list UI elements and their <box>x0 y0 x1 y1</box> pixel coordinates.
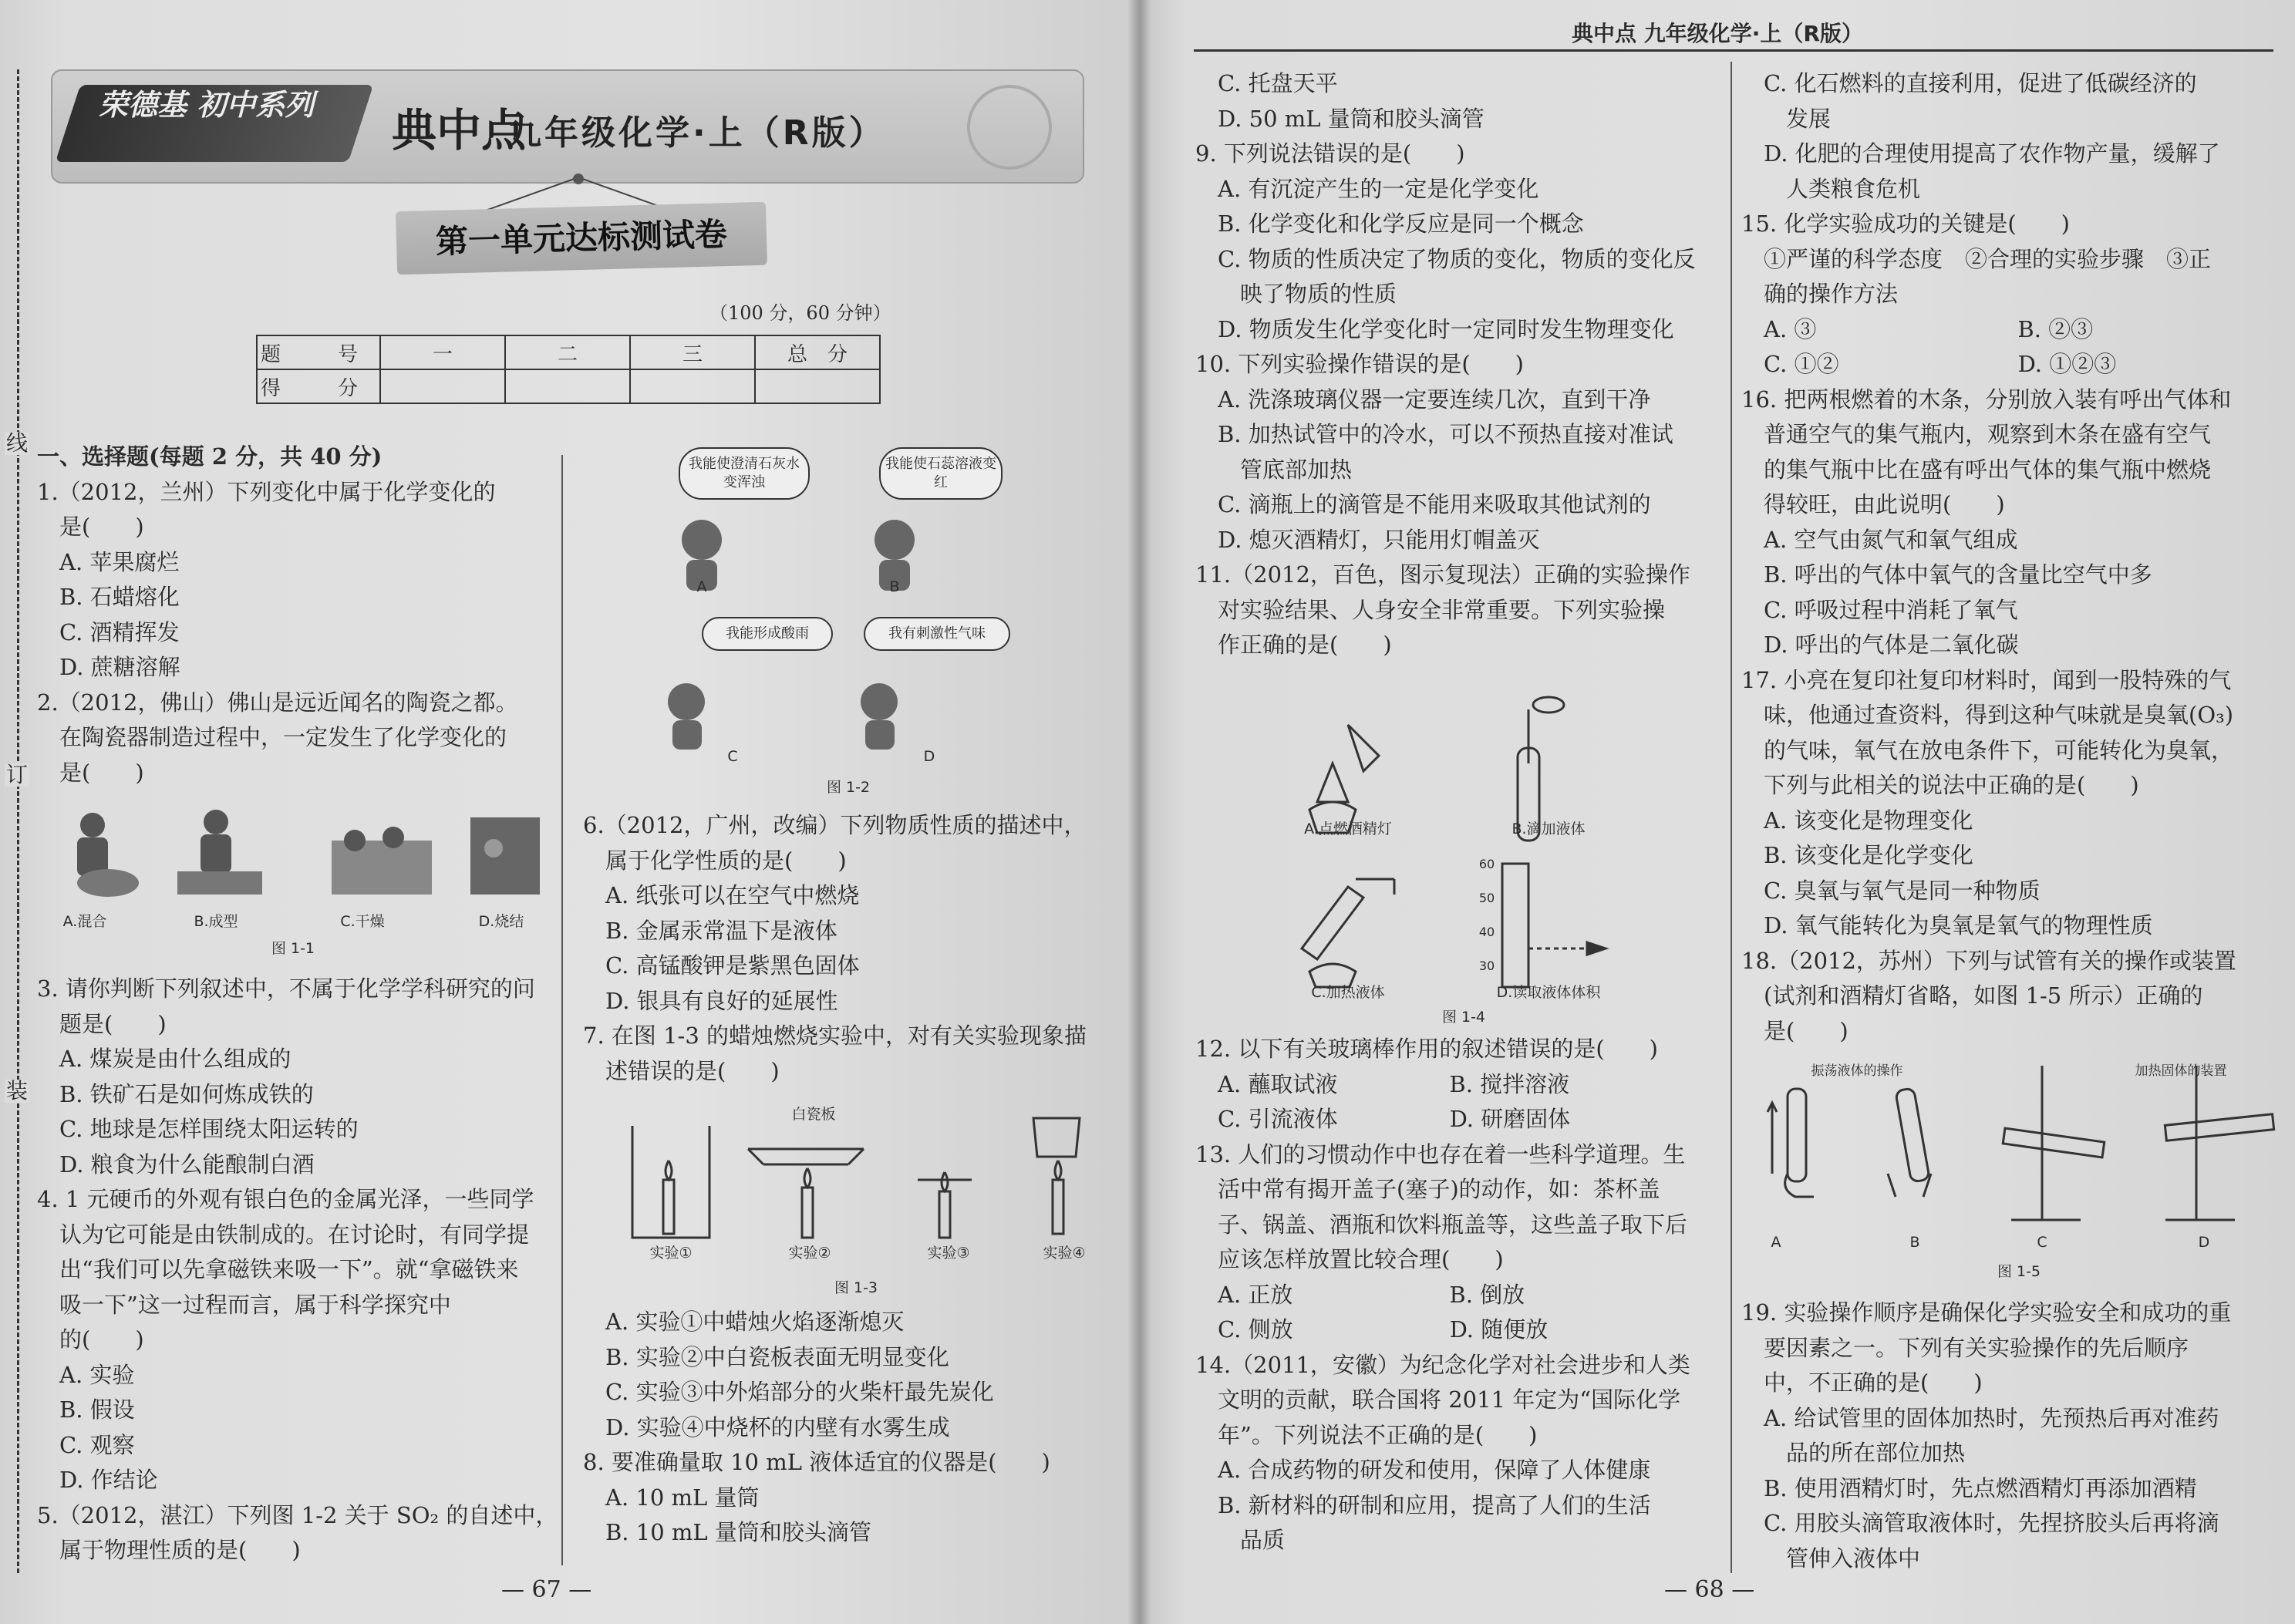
figure-label: B <box>1909 1234 1920 1251</box>
question-line: 品质 <box>1195 1527 1286 1553</box>
scale-label: 40 <box>1478 925 1495 939</box>
left-page <box>0 0 1140 1624</box>
question-line: 6.（2012，广州，改编）下列物质性质的描述中， <box>583 812 1087 838</box>
figure-1-1 <box>39 794 548 957</box>
score-time-meta: （100 分，60 分钟） <box>709 302 891 324</box>
question-line: A. 有沉淀产生的一定是化学变化 <box>1195 175 1539 202</box>
figure-1-5 <box>1749 1058 2281 1289</box>
question-line: A. 苹果腐烂 <box>37 548 180 575</box>
column-divider <box>1731 62 1732 1573</box>
score-table-score-row <box>257 369 880 403</box>
speech-bubble: 我能使石蕊溶液变红 <box>879 447 1003 500</box>
question-line: 的气味，氧气在放电条件下，可能转化为臭氧， <box>1741 736 2234 763</box>
question-line: A. 实验①中蜡烛火焰逐渐熄灭 <box>583 1309 905 1335</box>
question-line: 是( ) <box>1741 1017 1848 1044</box>
question-line: A. 合成药物的研发和使用，保障了人体健康 <box>1195 1457 1651 1483</box>
question-line: 18.（2012，苏州）下列与试管有关的操作或装置 <box>1741 947 2236 974</box>
question-line: B. 呼出的气体中氧气的含量比空气中多 <box>1741 561 2152 588</box>
cartoon-children-icon <box>586 440 1118 802</box>
question-line: ①严谨的科学态度 ②合理的实验步骤 ③正 <box>1741 245 2212 272</box>
question-line: C. 呼吸过程中消耗了氧气 <box>1741 596 2018 623</box>
question-line: 是( ) <box>37 759 144 786</box>
question-line: D. 物质发生化学变化时一定同时发生物理变化 <box>1195 315 1674 342</box>
question-line: 属于化学性质的是( ) <box>583 847 847 874</box>
question-line: 认为它可能是由铁制成的。在讨论时，有同学提 <box>37 1221 530 1248</box>
question-line: 吸一下”这一过程而言，属于科学探究中 <box>37 1291 451 1318</box>
question-line: B. 假设 <box>37 1397 135 1423</box>
column-divider <box>561 455 563 1565</box>
score-cell: 三 <box>630 335 755 369</box>
question-line: 在陶瓷器制造过程中，一定发生了化学变化的 <box>37 724 507 750</box>
figure-label: D.烧结 <box>478 913 524 930</box>
question-line: C. 臭氧与氧气是同一种物质 <box>1741 877 2041 904</box>
question-line: B. 化学变化和化学反应是同一个概念 <box>1195 211 1584 237</box>
question-line: 19. 实验操作顺序是确保化学实验安全和成功的重 <box>1741 1299 2232 1326</box>
question-line: 出“我们可以先拿磁铁来吸一下”。就“拿磁铁来 <box>37 1256 519 1282</box>
question-line: B. 石蜡熔化 <box>37 584 180 610</box>
question-line: 13. 人们的习惯动作中也存在着一些科学道理。生 <box>1195 1141 1686 1167</box>
figure-label: A.点燃酒精灯 <box>1304 820 1392 837</box>
binding-cut-line <box>17 69 19 1573</box>
left-column-bottom <box>1195 1032 1727 1558</box>
speech-bubble: 我有刺激性气味 <box>864 617 1010 651</box>
question-line: 管底部加热 <box>1195 456 1353 483</box>
question-line: B. 使用酒精灯时，先点燃酒精灯再添加酒精 <box>1741 1474 2197 1501</box>
question-line: 对实验结果、人身安全非常重要。下列实验操 <box>1195 596 1666 623</box>
question-line: A. 洗涤玻璃仪器一定要连续几次，直到干净 <box>1195 386 1651 413</box>
pottery-process-icon <box>39 794 548 910</box>
question-line: A. 纸张可以在空气中燃烧 <box>583 882 860 908</box>
question-line: 下列与此相关的说法中正确的是( ) <box>1741 772 2139 798</box>
question-line: B. 实验②中白瓷板表面无明显变化 <box>583 1343 949 1370</box>
question-line: A. ③ B. ②③ <box>1741 315 2094 342</box>
question-line: D. 蔗糖溶解 <box>37 654 180 680</box>
question-line: 1.（2012，兰州）下列变化中属于化学变化的 <box>37 478 496 505</box>
question-line: 要因素之一。下列有关实验操作的先后顺序 <box>1741 1334 2189 1361</box>
right-column-bottom <box>583 1305 1115 1551</box>
question-line: B. 新材料的研制和应用，提高了人们的生活 <box>1195 1491 1651 1518</box>
test-tube-setups-icon <box>1749 1058 2281 1243</box>
question-line: 管伸入液体中 <box>1741 1545 1921 1572</box>
question-line: 15. 化学实验成功的关键是( ) <box>1741 211 2070 237</box>
lab-operations-icon <box>1279 694 1649 1002</box>
speech-bubble: 我能使澄清石灰水变浑浊 <box>679 447 810 500</box>
figure-label: D <box>2198 1234 2210 1251</box>
figure-label: C.加热液体 <box>1311 984 1385 1001</box>
question-line: C. ①② D. ①②③ <box>1741 351 2117 377</box>
header-rule <box>1194 49 2273 52</box>
score-input-cell[interactable] <box>505 369 630 403</box>
question-line: 活中常有揭开盖子(塞子)的动作，如：茶杯盖 <box>1195 1176 1660 1202</box>
score-cell: 一 <box>380 335 505 369</box>
question-line: C. 用胶头滴管取液体时，先捏挤胶头后再将滴 <box>1741 1510 2219 1536</box>
question-line: D. 化肥的合理使用提高了农作物产量，缓解了 <box>1741 140 2220 167</box>
scale-label: 60 <box>1478 857 1495 871</box>
score-cell: 二 <box>505 335 630 369</box>
figure-label: 白瓷板 <box>791 1106 836 1123</box>
figure-label: A <box>1771 1234 1781 1251</box>
figure-label: 振荡液体的操作 <box>1811 1063 1903 1079</box>
question-line: C. 侧放 D. 随便放 <box>1195 1316 1549 1343</box>
figure-label: B.成型 <box>194 913 238 930</box>
cut-label-ding: 订 <box>5 762 28 787</box>
question-line: D. 呼出的气体是二氧化碳 <box>1741 632 2019 658</box>
figure-label: C <box>2037 1234 2047 1251</box>
figure-label: 实验③ <box>927 1245 970 1262</box>
figure-1-3 <box>609 1095 1103 1303</box>
series-logo-text: 荣德基 初中系列 <box>99 88 315 122</box>
figure-caption: 图 1-4 <box>1441 1009 1486 1026</box>
question-line: 的( ) <box>37 1326 144 1353</box>
right-column-bottom <box>1741 1295 2281 1576</box>
right-column-top <box>583 808 1115 1089</box>
question-line: 普通空气的集气瓶内，观察到木条在盛有空气 <box>1741 421 2212 447</box>
scale-label: 50 <box>1478 891 1495 905</box>
question-line: C. 滴瓶上的滴管是不能用来吸取其他试剂的 <box>1195 491 1651 517</box>
question-line: 文明的贡献，联合国将 2011 年定为“国际化学 <box>1195 1386 1681 1413</box>
question-line: 品的所在部位加热 <box>1741 1440 1966 1466</box>
question-line: 5.（2012，湛江）下列图 1-2 关于 SO₂ 的自述中， <box>37 1501 558 1528</box>
question-line: C. 化石燃料的直接利用，促进了低碳经济的 <box>1741 70 2197 96</box>
score-cell: 得 分 <box>257 369 380 403</box>
question-line: 一、选择题(每题 2 分，共 40 分) <box>37 443 382 470</box>
question-line: 子、锅盖、酒瓶和饮料瓶盖等，这些盖子取下后 <box>1195 1211 1688 1238</box>
cut-label-zhuang: 装 <box>5 1078 28 1103</box>
question-line: 确的操作方法 <box>1741 281 1899 307</box>
question-line: B. 该变化是化学变化 <box>1741 842 1973 868</box>
question-line: C. 地球是怎样围绕太阳运转的 <box>37 1116 359 1142</box>
question-line: D. 粮食为什么能酿制白酒 <box>37 1151 315 1178</box>
question-line: 9. 下列说法错误的是( ) <box>1195 140 1465 167</box>
question-line: D. 银具有良好的延展性 <box>583 987 838 1014</box>
figure-caption: 图 1-5 <box>1997 1263 2041 1280</box>
page-number: — 68 — <box>1664 1576 1755 1603</box>
question-line: A. 10 mL 量筒 <box>583 1484 760 1511</box>
figure-label: D.读取液体体积 <box>1496 984 1601 1001</box>
score-table <box>256 335 881 404</box>
figure-label: A.混合 <box>62 913 107 930</box>
question-line: C. 高锰酸钾是紫黑色固体 <box>583 952 860 979</box>
question-line: D. 氧气能转化为臭氧是氧气的物理性质 <box>1741 912 2153 938</box>
figure-caption: 图 1-2 <box>826 779 871 796</box>
question-line: 是( ) <box>37 514 144 540</box>
cut-label-xian: 线 <box>5 430 28 456</box>
score-cell: 题 号 <box>257 335 380 369</box>
question-line: 年”。下列说法不正确的是( ) <box>1195 1421 1538 1448</box>
question-line: B. 金属汞常温下是液体 <box>583 917 837 944</box>
figure-label: 实验② <box>788 1245 831 1262</box>
question-line: B. 加热试管中的冷水，可以不预热直接对准试 <box>1195 421 1673 447</box>
figure-caption: 图 1-1 <box>271 940 315 957</box>
question-line: 7. 在图 1-3 的蜡烛燃烧实验中，对有关实验现象描 <box>583 1023 1087 1049</box>
question-line: 16. 把两根燃着的木条，分别放入装有呼出气体和 <box>1741 386 2232 413</box>
question-line: 映了物质的性质 <box>1195 281 1397 307</box>
figure-1-4 <box>1279 694 1649 1026</box>
candle-experiments-icon <box>609 1095 1103 1265</box>
figure-label: D <box>923 748 935 765</box>
question-line: 味，他通过查资料，得到这种气味就是臭氧(O₃) <box>1741 702 2234 728</box>
question-line: 述错误的是( ) <box>583 1057 780 1084</box>
figure-caption: 图 1-3 <box>834 1279 878 1296</box>
brand-logo: 典中点 <box>392 104 527 157</box>
question-line: A. 给试管里的固体加热时，先预热后再对准药 <box>1741 1404 2219 1431</box>
figure-label: 加热固体的装置 <box>2135 1063 2227 1079</box>
left-column-bottom <box>37 972 558 1568</box>
figure-1-2 <box>586 440 1118 802</box>
page-number: — 67 — <box>501 1576 592 1603</box>
question-line: 题是( ) <box>37 1010 167 1037</box>
left-column-top <box>1195 66 1727 663</box>
question-line: C. 物质的性质决定了物质的变化，物质的变化反 <box>1195 245 1696 272</box>
figure-label: 实验④ <box>1043 1245 1086 1262</box>
question-line: B. 10 mL 量筒和胶头滴管 <box>583 1519 871 1545</box>
score-input-cell[interactable] <box>380 369 505 403</box>
book-title: 九年级化学·上（R版） <box>507 113 886 153</box>
question-line: 3. 请你判断下列叙述中，不属于化学学科研究的问 <box>37 975 535 1002</box>
speech-bubble: 我能形成酸雨 <box>702 617 833 651</box>
figure-label: 实验① <box>649 1245 693 1262</box>
unit-title: 第一单元达标测试卷 <box>396 202 767 275</box>
title-banner <box>51 69 1084 184</box>
question-line: B. 铁矿石是如何炼成铁的 <box>37 1080 314 1107</box>
question-line: D. 作结论 <box>37 1467 158 1493</box>
question-line: A. 实验 <box>37 1361 135 1388</box>
question-line: 4. 1 元硬币的外观有银白色的金属光泽，一些同学 <box>37 1186 534 1212</box>
question-line: 14.（2011，安徽）为纪念化学对社会进步和人类 <box>1195 1351 1690 1378</box>
question-line: 发展 <box>1741 105 1832 132</box>
score-cell: 总 分 <box>755 335 880 369</box>
question-line: D. 实验④中烧杯的内壁有水雾生成 <box>583 1413 950 1440</box>
question-line: C. 引流液体 D. 研磨固体 <box>1195 1106 1571 1132</box>
question-line: (试剂和酒精灯省略，如图 1-5 所示）正确的 <box>1741 982 2203 1009</box>
right-page <box>1140 0 2295 1624</box>
figure-label: C.干燥 <box>340 913 385 930</box>
figure-label: B <box>889 578 900 595</box>
question-line: 应该怎样放置比较合理( ) <box>1195 1246 1504 1272</box>
question-line: 中，不正确的是( ) <box>1741 1370 1983 1396</box>
question-line: D. 熄灭酒精灯，只能用灯帽盖灭 <box>1195 526 1540 553</box>
question-line: A. 蘸取试液 B. 搅拌溶液 <box>1195 1070 1570 1097</box>
question-line: C. 托盘天平 <box>1195 70 1338 96</box>
figure-label: A <box>696 578 707 595</box>
question-line: 17. 小亮在复印社复印材料时，闻到一股特殊的气 <box>1741 666 2232 693</box>
figure-label: B.滴加液体 <box>1511 820 1586 837</box>
question-line: 11.（2012，百色，图示复现法）正确的实验操作 <box>1195 561 1690 588</box>
question-line: C. 酒精挥发 <box>37 618 180 645</box>
question-line: 作正确的是( ) <box>1195 632 1392 658</box>
decorative-swirl-icon <box>967 85 1052 170</box>
question-line: A. 正放 B. 倒放 <box>1195 1281 1525 1308</box>
question-line: 的集气瓶中比在盛有呼出气体的集气瓶中燃烧 <box>1741 456 2212 483</box>
question-line: A. 空气由氮气和氧气组成 <box>1741 526 2018 553</box>
question-line: 12. 以下有关玻璃棒作用的叙述错误的是( ) <box>1195 1036 1658 1062</box>
question-line: 2.（2012，佛山）佛山是远近闻名的陶瓷之都。 <box>37 689 518 716</box>
question-line: 得较旺，由此说明( ) <box>1741 491 2005 517</box>
scale-label: 30 <box>1478 959 1495 973</box>
question-line: 10. 下列实验操作错误的是( ) <box>1195 351 1524 377</box>
question-line: C. 实验③中外焰部分的火柴杆最先炭化 <box>583 1379 994 1405</box>
question-line: A. 该变化是物理变化 <box>1741 807 1973 834</box>
book-gutter-shadow <box>1127 0 1151 1624</box>
left-column-top <box>37 440 554 790</box>
score-input-cell[interactable] <box>755 369 880 403</box>
score-table-header-row <box>257 335 880 369</box>
question-line: 8. 要准确量取 10 mL 液体适宜的仪器是( ) <box>583 1449 1050 1475</box>
score-input-cell[interactable] <box>630 369 755 403</box>
question-line: D. 50 mL 量筒和胶头滴管 <box>1195 105 1485 132</box>
question-line: C. 观察 <box>37 1431 135 1458</box>
question-line: 人类粮食危机 <box>1741 175 1921 202</box>
figure-label: C <box>727 748 738 765</box>
question-line: 属于物理性质的是( ) <box>37 1537 301 1563</box>
running-header: 典中点 九年级化学·上（R版） <box>1572 21 1863 46</box>
right-column-top <box>1741 66 2281 1049</box>
question-line: A. 煤炭是由什么组成的 <box>37 1046 292 1072</box>
